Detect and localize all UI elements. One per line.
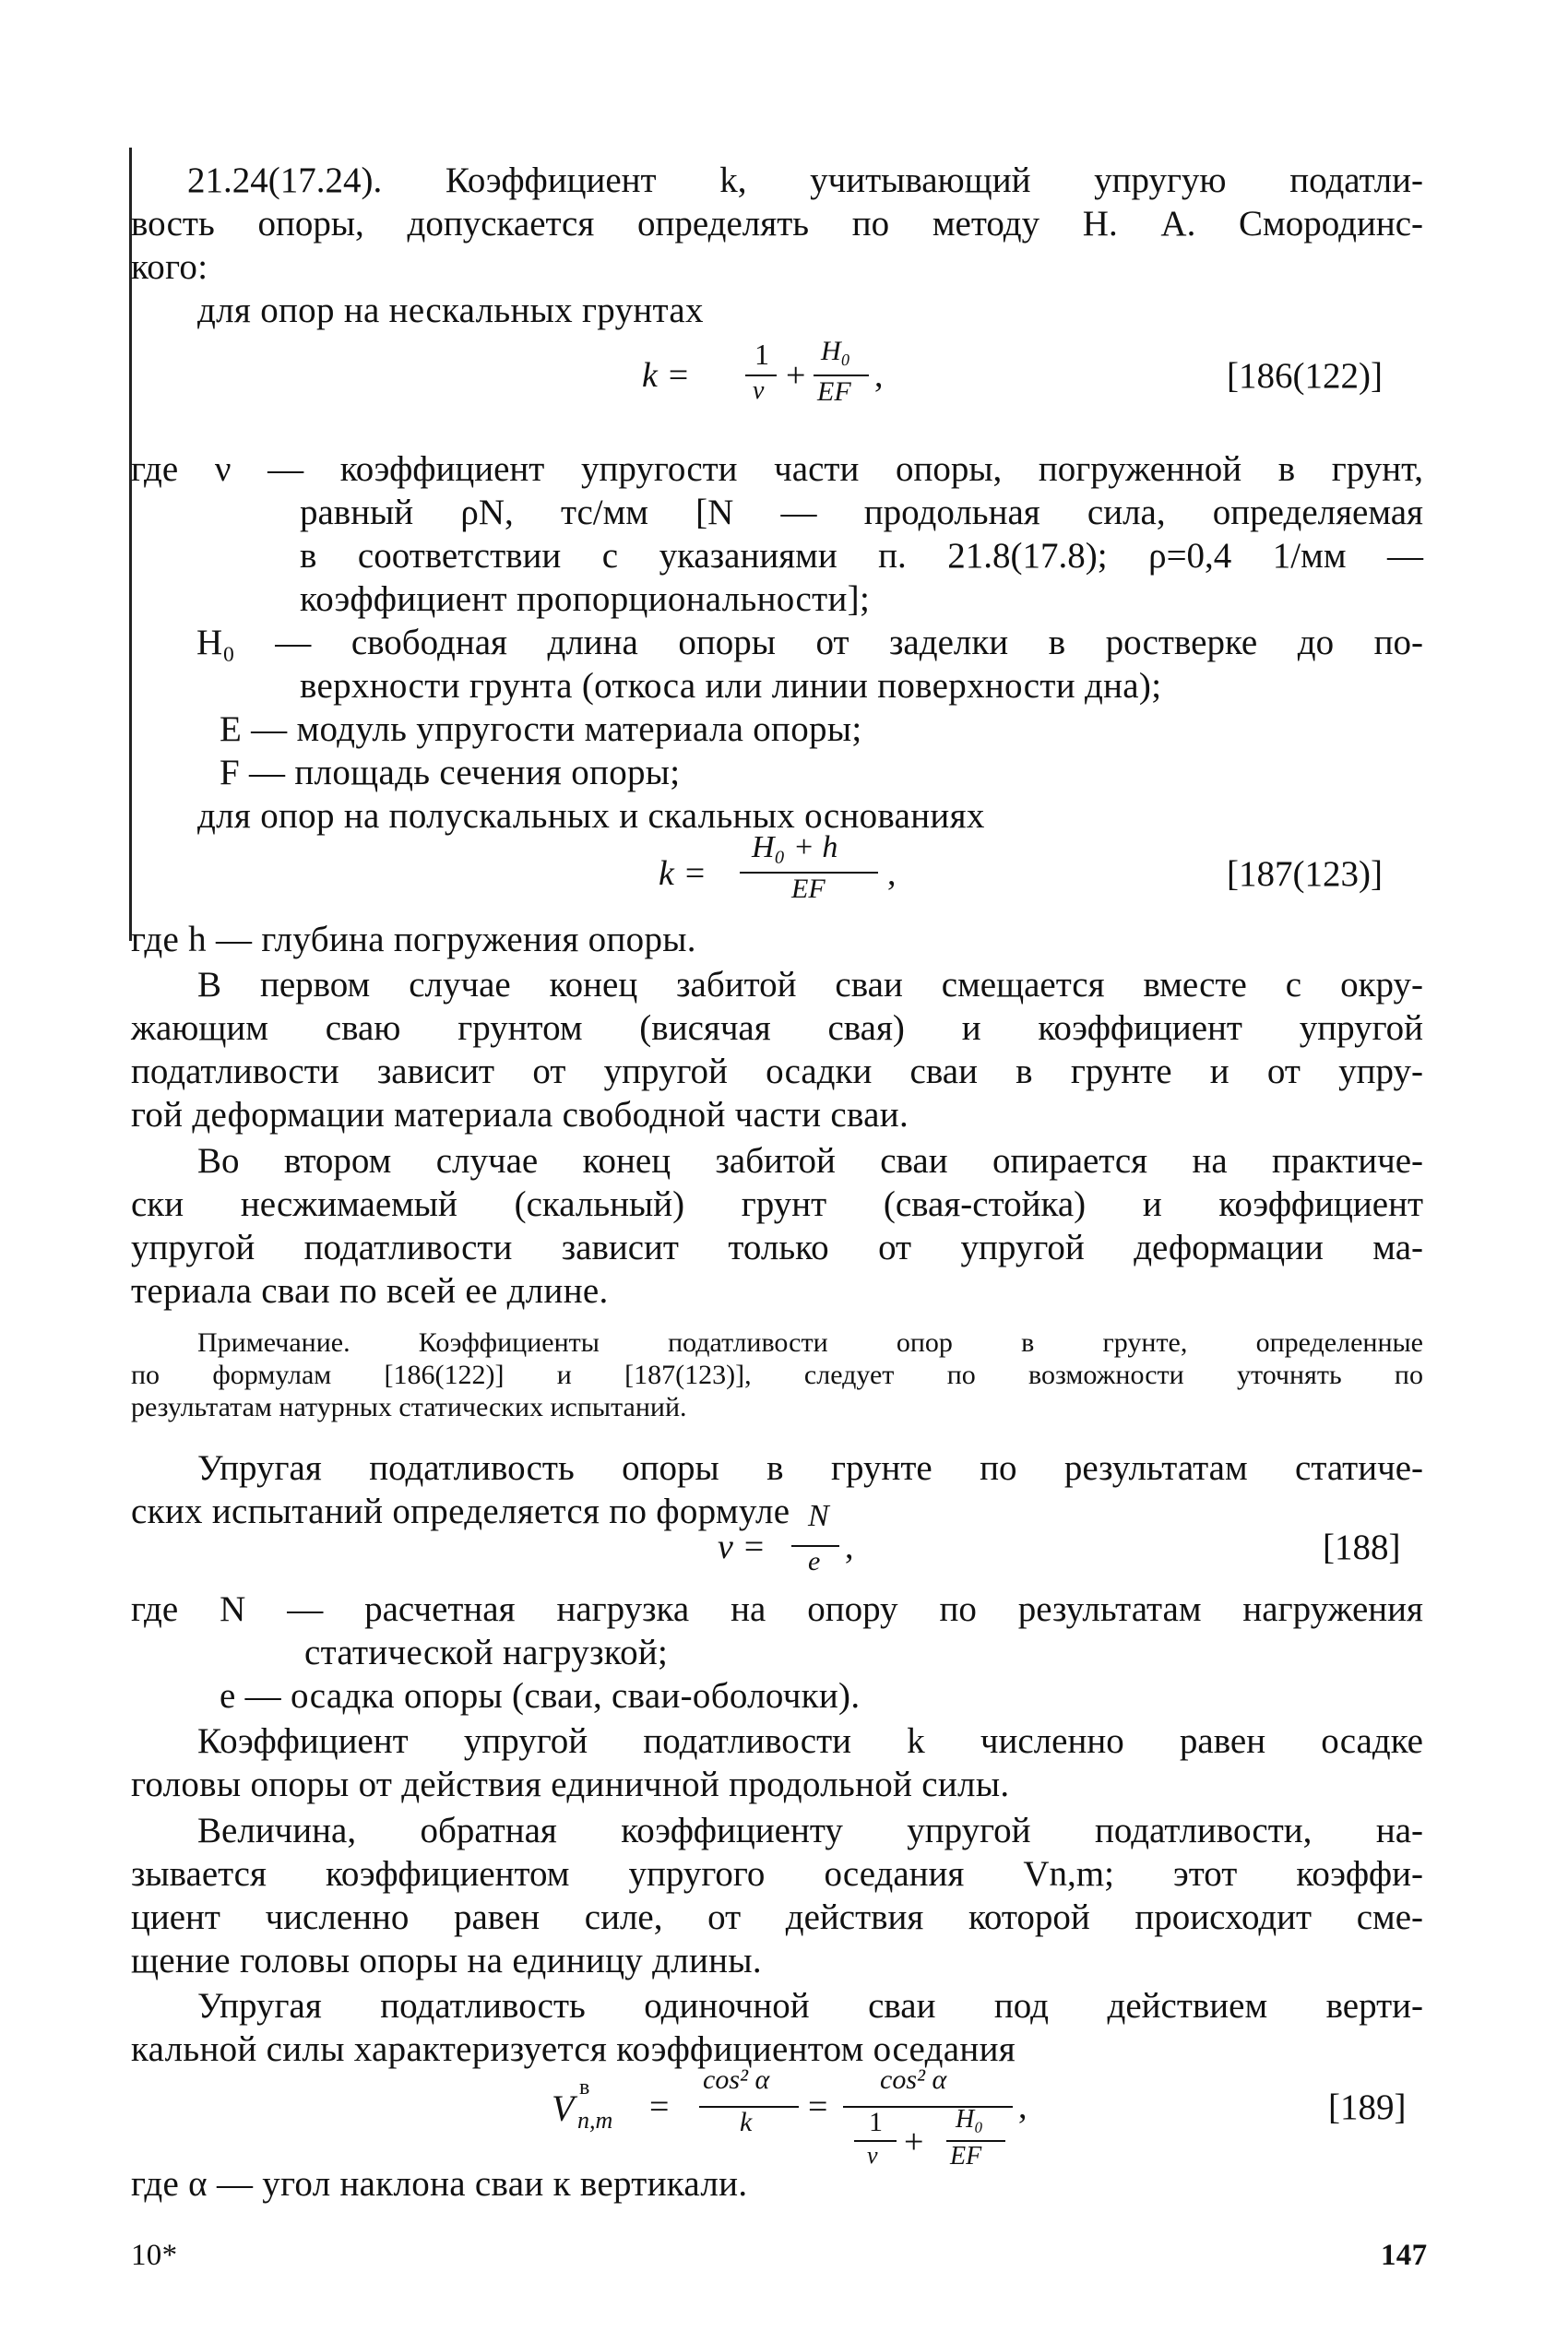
text-line: F — площадь сечения опоры; xyxy=(220,753,681,792)
text-line: 21.24(17.24). Коэффициент k, учитывающий упругую податли- xyxy=(187,161,1423,200)
text-line: e — осадка опоры (сваи, сваи-оболочки). xyxy=(220,1676,861,1716)
document-page: 21.24(17.24). Коэффициент k, учитывающий упругую податли- вость опоры, допускается определять по методу Н. А. Смородинс- кого: для опор на нескальных грунтах k = 1 ν + H₀ EF , [186(122)] где ν — коэффициент упругости части опоры, погруженной в грунт, равный ρN, тс/мм [N — продольная сила, определяемая в соответствии с указаниями п. 21.8(17.8); ρ=0,4 1/мм — коэффициент пропорциональности]; H₀ — свободная длина опоры от заделки в ростверке до по- верхности грунта (откоса или линии поверхности дна); E — модуль упругости материала опоры; F — площадь сечения опоры; для опор на полускальных и скальных основаниях k = H₀ + h EF , [187(123)] где h — глубина погружения опоры. В первом случае конец забитой сваи смещается вместе с окру- жающим сваю грунтом (висячая свая) и коэффициент упругой податливости зависит от упругой осадки сваи в грунте и от упру- гой деформации материала свободной части сваи. Во втором случае конец забитой сваи опирается на практиче- ски несжимаемый (скальный) грунт (свая-стойка) и коэффициент упругой податливости зависит только от упругой деформации ма- териала сваи по всей ее длине. Примечание. Коэффициенты податливости опор в грунте, определенные по формулам [186(122)] и [187(123)], следует по возможности уточнять по результатам натурных статических испытаний. Упругая податливость опоры в грунте по результатам статиче- ских испытаний определяется по формуле ν = N e , [188] где N — расчетная нагрузка на опору по результатам нагружения статической нагрузкой; e — осадка опоры (сваи, сваи-оболочки). Коэффициент упругой податливости k численно равен осадке головы опоры от действия единичной продольной силы. Величина, обратная коэффициенту упругой податливости, на- зывается коэффициентом упругого оседания Vn,m; этот коэффи- циент численно равен силе, от действия которой происходит сме- щение головы опоры на единицу длины. Упругая податливость одиночной сваи под действием верти- кальной силы характеризуется коэффициентом оседания V в n,m = cos² α k = cos² α 1 ν + H₀ EF , [189] где α — угол наклона сваи к вертикали. 10* 147 xyxy=(0,0,1568,2343)
equation-ref: [186(122)] xyxy=(1227,356,1383,396)
text-line: где α — угол наклона сваи к вертикали. xyxy=(131,2164,748,2204)
text-line: в соответствии с указаниями п. 21.8(17.8); ρ=0,4 1/мм — xyxy=(300,536,1423,576)
text-line: ских испытаний определяется по формуле xyxy=(131,1492,790,1531)
text-line: Во втором случае конец забитой сваи опирается на практиче- xyxy=(197,1141,1423,1181)
text-line: гой деформации материала свободной части сваи. xyxy=(131,1095,909,1135)
note-line: результатам натурных статических испытаний. xyxy=(131,1392,687,1422)
text-line: равный ρN, тс/мм [N — продольная сила, определяемая xyxy=(300,493,1423,532)
text-line: циент численно равен силе, от действия которой происходит сме- xyxy=(131,1897,1423,1937)
text-line: головы опоры от действия единичной продольной силы. xyxy=(131,1765,1010,1804)
text-line: Упругая податливость одиночной сваи под действием верти- xyxy=(197,1986,1423,2026)
text-line: Коэффициент упругой податливости k численно равен осадке xyxy=(197,1721,1423,1761)
equation-ref: [189] xyxy=(1328,2087,1407,2127)
text-line: для опор на полускальных и скальных основаниях xyxy=(197,796,985,836)
text-line: где h — глубина погружения опоры. xyxy=(131,920,696,959)
text-line: статической нагрузкой; xyxy=(304,1633,669,1672)
signature-mark: 10* xyxy=(131,2239,178,2272)
text-line: жающим сваю грунтом (висячая свая) и коэффициент упругой xyxy=(131,1008,1423,1048)
text-line: териала сваи по всей ее длине. xyxy=(131,1271,609,1311)
note-line: Примечание. Коэффициенты податливости опор в грунте, определенные xyxy=(197,1327,1423,1358)
text-line: кого: xyxy=(131,247,208,287)
text-line: где N — расчетная нагрузка на опору по результатам нагружения xyxy=(131,1589,1423,1629)
text-line: Упругая податливость опоры в грунте по результатам статиче- xyxy=(197,1448,1423,1488)
text-line: E — модуль упругости материала опоры; xyxy=(220,709,862,749)
text-line: Величина, обратная коэффициенту упругой податливости, на- xyxy=(197,1811,1423,1850)
text-line: коэффициент пропорциональности]; xyxy=(300,579,871,619)
equation-ref: [188] xyxy=(1323,1528,1401,1567)
text-line: упругой податливости зависит только от упругой деформации ма- xyxy=(131,1228,1423,1267)
text-line: для опор на нескальных грунтах xyxy=(197,291,704,330)
text-line: где ν — коэффициент упругости части опоры, погруженной в грунт, xyxy=(131,449,1423,489)
equation-ref: [187(123)] xyxy=(1227,854,1383,894)
text-line: В первом случае конец забитой сваи смещается вместе с окру- xyxy=(197,965,1423,1005)
text-line: верхности грунта (откоса или линии поверхности дна); xyxy=(300,666,1162,706)
text-line: вость опоры, допускается определять по методу Н. А. Смородинс- xyxy=(131,204,1423,244)
text-line: щение головы опоры на единицу длины. xyxy=(131,1941,762,1980)
page-number: 147 xyxy=(1381,2239,1428,2272)
note-line: по формулам [186(122)] и [187(123)], следует по возможности уточнять по xyxy=(131,1360,1423,1390)
text-line: кальной силы характеризуется коэффициентом оседания xyxy=(131,2029,1016,2069)
text-line: H₀ — свободная длина опоры от заделки в ростверке до по- xyxy=(196,623,1423,662)
text-line: податливости зависит от упругой осадки сваи в грунте и от упру- xyxy=(131,1052,1423,1091)
text-line: зывается коэффициентом упругого оседания Vn,m; этот коэффи- xyxy=(131,1854,1423,1894)
text-line: ски несжимаемый (скальный) грунт (свая-стойка) и коэффициент xyxy=(131,1184,1423,1224)
